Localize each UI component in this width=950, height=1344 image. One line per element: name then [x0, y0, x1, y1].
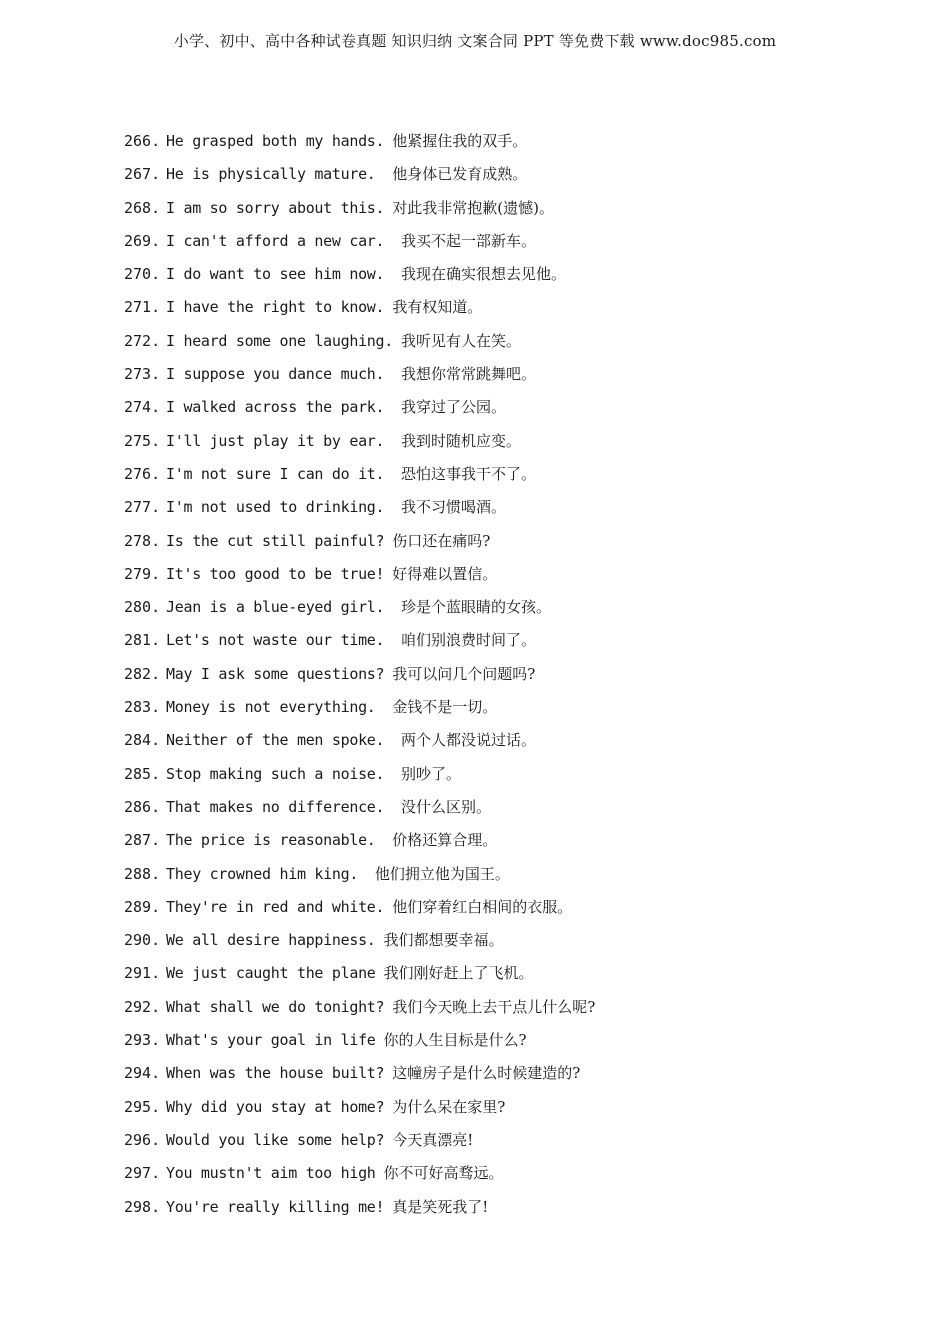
sentence-number: 296. — [124, 1130, 161, 1149]
chinese-translation: 我现在确实很想去见他。 — [401, 265, 567, 284]
list-item — [124, 562, 595, 595]
list-item — [124, 828, 595, 861]
list-item — [124, 362, 595, 395]
chinese-translation: 为什么呆在家里? — [392, 1097, 506, 1116]
sentence-number: 266. — [124, 132, 161, 150]
chinese-translation: 他身体已发育成熟。 — [392, 165, 528, 184]
chinese-translation: 好得难以置信。 — [392, 564, 498, 583]
sentence-number: 284. — [124, 731, 161, 750]
chinese-translation: 我可以问几个问题吗? — [392, 664, 536, 683]
list-item — [124, 595, 595, 628]
sentence-number: 287. — [124, 831, 161, 850]
english-sentence: He grasped both my hands. — [166, 132, 385, 150]
chinese-translation: 你的人生目标是什么? — [383, 1031, 527, 1050]
sentence-number: 274. — [124, 398, 161, 417]
chinese-translation: 我有权知道。 — [392, 298, 483, 317]
chinese-translation: 价格还算合理。 — [392, 831, 498, 850]
english-sentence: I'm not sure I can do it. — [166, 464, 394, 483]
list-item — [124, 1161, 595, 1194]
sentence-number: 275. — [124, 431, 161, 450]
list-item — [124, 995, 595, 1028]
english-sentence: He is physically mature. — [166, 165, 385, 184]
sentence-number: 276. — [124, 464, 161, 483]
english-sentence: I can't afford a new car. — [166, 231, 394, 250]
english-sentence: That makes no difference. — [166, 797, 394, 816]
sentence-number: 283. — [124, 698, 161, 717]
list-item — [124, 262, 595, 295]
english-sentence: We just caught the plane — [166, 964, 376, 983]
english-sentence: You're really killing me! — [166, 1197, 385, 1216]
english-sentence: I have the right to know. — [166, 298, 385, 317]
chinese-translation: 别吵了。 — [401, 764, 462, 783]
chinese-translation: 我想你常常跳舞吧。 — [401, 365, 537, 384]
english-sentence: I am so sorry about this. — [166, 198, 385, 217]
english-sentence: Let's not waste our time. — [166, 631, 394, 650]
list-item — [124, 129, 595, 162]
english-sentence: I heard some one laughing. — [166, 331, 394, 350]
sentence-number: 279. — [124, 564, 161, 583]
list-item — [124, 662, 595, 695]
chinese-translation: 他们拥立他为国王。 — [374, 864, 510, 883]
list-item — [124, 295, 595, 328]
list-item — [124, 429, 595, 462]
chinese-translation: 我听见有人在笑。 — [401, 331, 522, 350]
sentence-number: 294. — [124, 1064, 161, 1083]
sentence-list — [124, 129, 595, 1228]
list-item — [124, 1195, 595, 1228]
chinese-translation: 我不习惯喝酒。 — [401, 498, 507, 517]
english-sentence: I do want to see him now. — [166, 265, 394, 284]
english-sentence: What shall we do tonight? — [166, 997, 385, 1016]
english-sentence: Jean is a blue-eyed girl. — [166, 598, 394, 617]
chinese-translation: 我穿过了公园。 — [401, 398, 507, 417]
list-item — [124, 628, 595, 661]
list-item — [124, 895, 595, 928]
sentence-number: 278. — [124, 531, 161, 550]
list-item — [124, 1061, 595, 1094]
chinese-translation: 咱们别浪费时间了。 — [401, 631, 537, 650]
chinese-translation: 恐怕这事我干不了。 — [401, 464, 537, 483]
english-sentence: Money is not everything. — [166, 698, 385, 717]
english-sentence: Is the cut still painful? — [166, 531, 385, 550]
chinese-translation: 对此我非常抱歉(遗憾)。 — [392, 198, 554, 217]
english-sentence: I'll just play it by ear. — [166, 431, 394, 450]
sentence-number: 281. — [124, 631, 161, 650]
list-item — [124, 928, 595, 961]
chinese-translation: 这幢房子是什么时候建造的? — [392, 1064, 581, 1083]
sentence-number: 289. — [124, 897, 161, 916]
chinese-translation: 他紧握住我的双手。 — [392, 132, 528, 150]
list-item — [124, 1095, 595, 1128]
list-item — [124, 695, 595, 728]
sentence-number: 295. — [124, 1097, 161, 1116]
sentence-number: 298. — [124, 1197, 161, 1216]
english-sentence: The price is reasonable. — [166, 831, 385, 850]
english-sentence: I suppose you dance much. — [166, 365, 394, 384]
sentence-number: 282. — [124, 664, 161, 683]
chinese-translation: 他们穿着红白相间的衣服。 — [392, 897, 573, 916]
chinese-translation: 你不可好高骛远。 — [383, 1164, 504, 1183]
sentence-number: 273. — [124, 365, 161, 384]
chinese-translation: 我买不起一部新车。 — [401, 231, 537, 250]
sentence-number: 269. — [124, 231, 161, 250]
list-item — [124, 795, 595, 828]
english-sentence: Would you like some help? — [166, 1130, 385, 1149]
english-sentence: I'm not used to drinking. — [166, 498, 394, 517]
list-item — [124, 728, 595, 761]
sentence-number: 293. — [124, 1031, 161, 1050]
english-sentence: I walked across the park. — [166, 398, 394, 417]
english-sentence: Why did you stay at home? — [166, 1097, 385, 1116]
sentence-number: 290. — [124, 931, 161, 950]
list-item — [124, 961, 595, 994]
sentence-number: 292. — [124, 997, 161, 1016]
chinese-translation: 真是笑死我了! — [392, 1197, 489, 1216]
list-item — [124, 1028, 595, 1061]
english-sentence: When was the house built? — [166, 1064, 385, 1083]
sentence-number: 280. — [124, 598, 161, 617]
list-item — [124, 329, 595, 362]
sentence-number: 272. — [124, 331, 161, 350]
sentence-number: 270. — [124, 265, 161, 284]
chinese-translation: 今天真漂亮! — [392, 1130, 474, 1149]
chinese-translation: 我们都想要幸福。 — [383, 931, 504, 950]
list-item — [124, 1128, 595, 1161]
chinese-translation: 没什么区别。 — [401, 797, 492, 816]
english-sentence: Neither of the men spoke. — [166, 731, 394, 750]
english-sentence: We all desire happiness. — [166, 931, 376, 950]
list-item — [124, 229, 595, 262]
english-sentence: Stop making such a noise. — [166, 764, 394, 783]
sentence-number: 297. — [124, 1164, 161, 1183]
list-item — [124, 162, 595, 195]
sentence-number: 271. — [124, 298, 161, 317]
english-sentence: It's too good to be true! — [166, 564, 385, 583]
english-sentence: They're in red and white. — [166, 897, 385, 916]
list-item — [124, 862, 595, 895]
page-header: 小学、初中、高中各种试卷真题 知识归纳 文案合同 PPT 等免费下载 www.doc985.com — [173, 32, 777, 50]
chinese-translation: 两个人都没说过话。 — [401, 731, 537, 750]
english-sentence: You mustn't aim too high — [166, 1164, 376, 1183]
chinese-translation: 我们刚好赶上了飞机。 — [383, 964, 534, 983]
chinese-translation: 我们今天晚上去干点儿什么呢? — [392, 997, 596, 1016]
english-sentence: May I ask some questions? — [166, 664, 385, 683]
list-item — [124, 395, 595, 428]
sentence-number: 277. — [124, 498, 161, 517]
chinese-translation: 金钱不是一切。 — [392, 698, 498, 717]
chinese-translation: 珍是个蓝眼睛的女孩。 — [401, 598, 552, 617]
list-item — [124, 462, 595, 495]
sentence-number: 268. — [124, 198, 161, 217]
sentence-number: 286. — [124, 797, 161, 816]
english-sentence: What's your goal in life — [166, 1031, 376, 1050]
list-item — [124, 762, 595, 795]
list-item — [124, 196, 595, 229]
list-item — [124, 495, 595, 528]
chinese-translation: 我到时随机应变。 — [401, 431, 522, 450]
sentence-number: 288. — [124, 864, 161, 883]
chinese-translation: 伤口还在痛吗? — [392, 531, 491, 550]
sentence-number: 267. — [124, 165, 161, 184]
list-item — [124, 529, 595, 562]
english-sentence: They crowned him king. — [166, 864, 367, 883]
sentence-number: 285. — [124, 764, 161, 783]
sentence-number: 291. — [124, 964, 161, 983]
